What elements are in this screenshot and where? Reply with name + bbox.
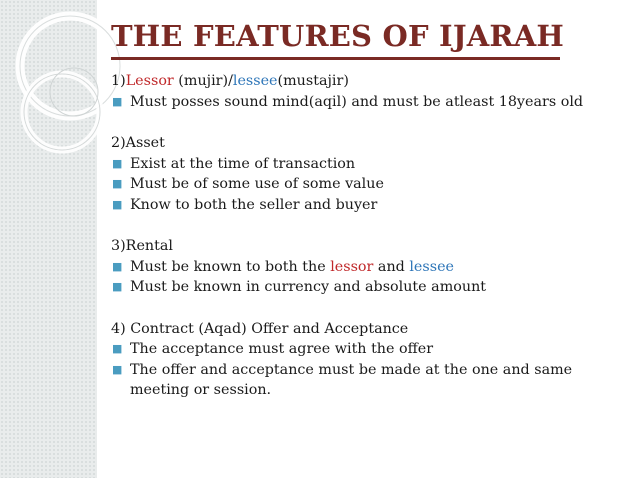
square-bullet-icon: ■ <box>112 156 123 170</box>
square-bullet-icon: ■ <box>112 362 123 376</box>
square-bullet-icon: ■ <box>112 259 123 273</box>
section-heading-contract: 4) Contract (Aqad) Offer and Acceptance <box>111 320 409 337</box>
section-heading-rental: 3)Rental <box>111 238 173 254</box>
list-item: ■ Must be known in currency and absolute amount <box>111 277 621 298</box>
title-underline <box>111 57 560 60</box>
slide-title: THE FEATURES OF IJARAH <box>111 19 565 53</box>
list-item: ■ Know to both the seller and buyer <box>111 195 621 216</box>
square-bullet-icon: ■ <box>112 342 123 355</box>
square-bullet-icon: ■ <box>112 177 123 190</box>
list-item: ■ Must be known to both the lessor and lessee <box>111 257 621 278</box>
list-item: ■ Must posses sound mind(aqil) and must be atleast 18years old <box>111 92 621 113</box>
slide-content <box>111 71 621 401</box>
square-bullet-icon: ■ <box>112 197 123 211</box>
section-heading-asset: 2)Asset <box>111 135 165 151</box>
list-item: ■ The offer and acceptance must be made at the one and same meeting or session. <box>112 361 573 398</box>
list-item: ■ Exist at the time of transaction <box>111 154 621 175</box>
square-bullet-icon: ■ <box>112 94 123 108</box>
square-bullet-icon: ■ <box>112 280 123 293</box>
list-item: ■ Must be of some use of some value <box>111 174 621 195</box>
list-item: ■ The acceptance must agree with the offer <box>111 339 621 360</box>
section-heading-lessor: 1)Lessor (mujir)/lessee(mustajir) <box>111 73 349 89</box>
